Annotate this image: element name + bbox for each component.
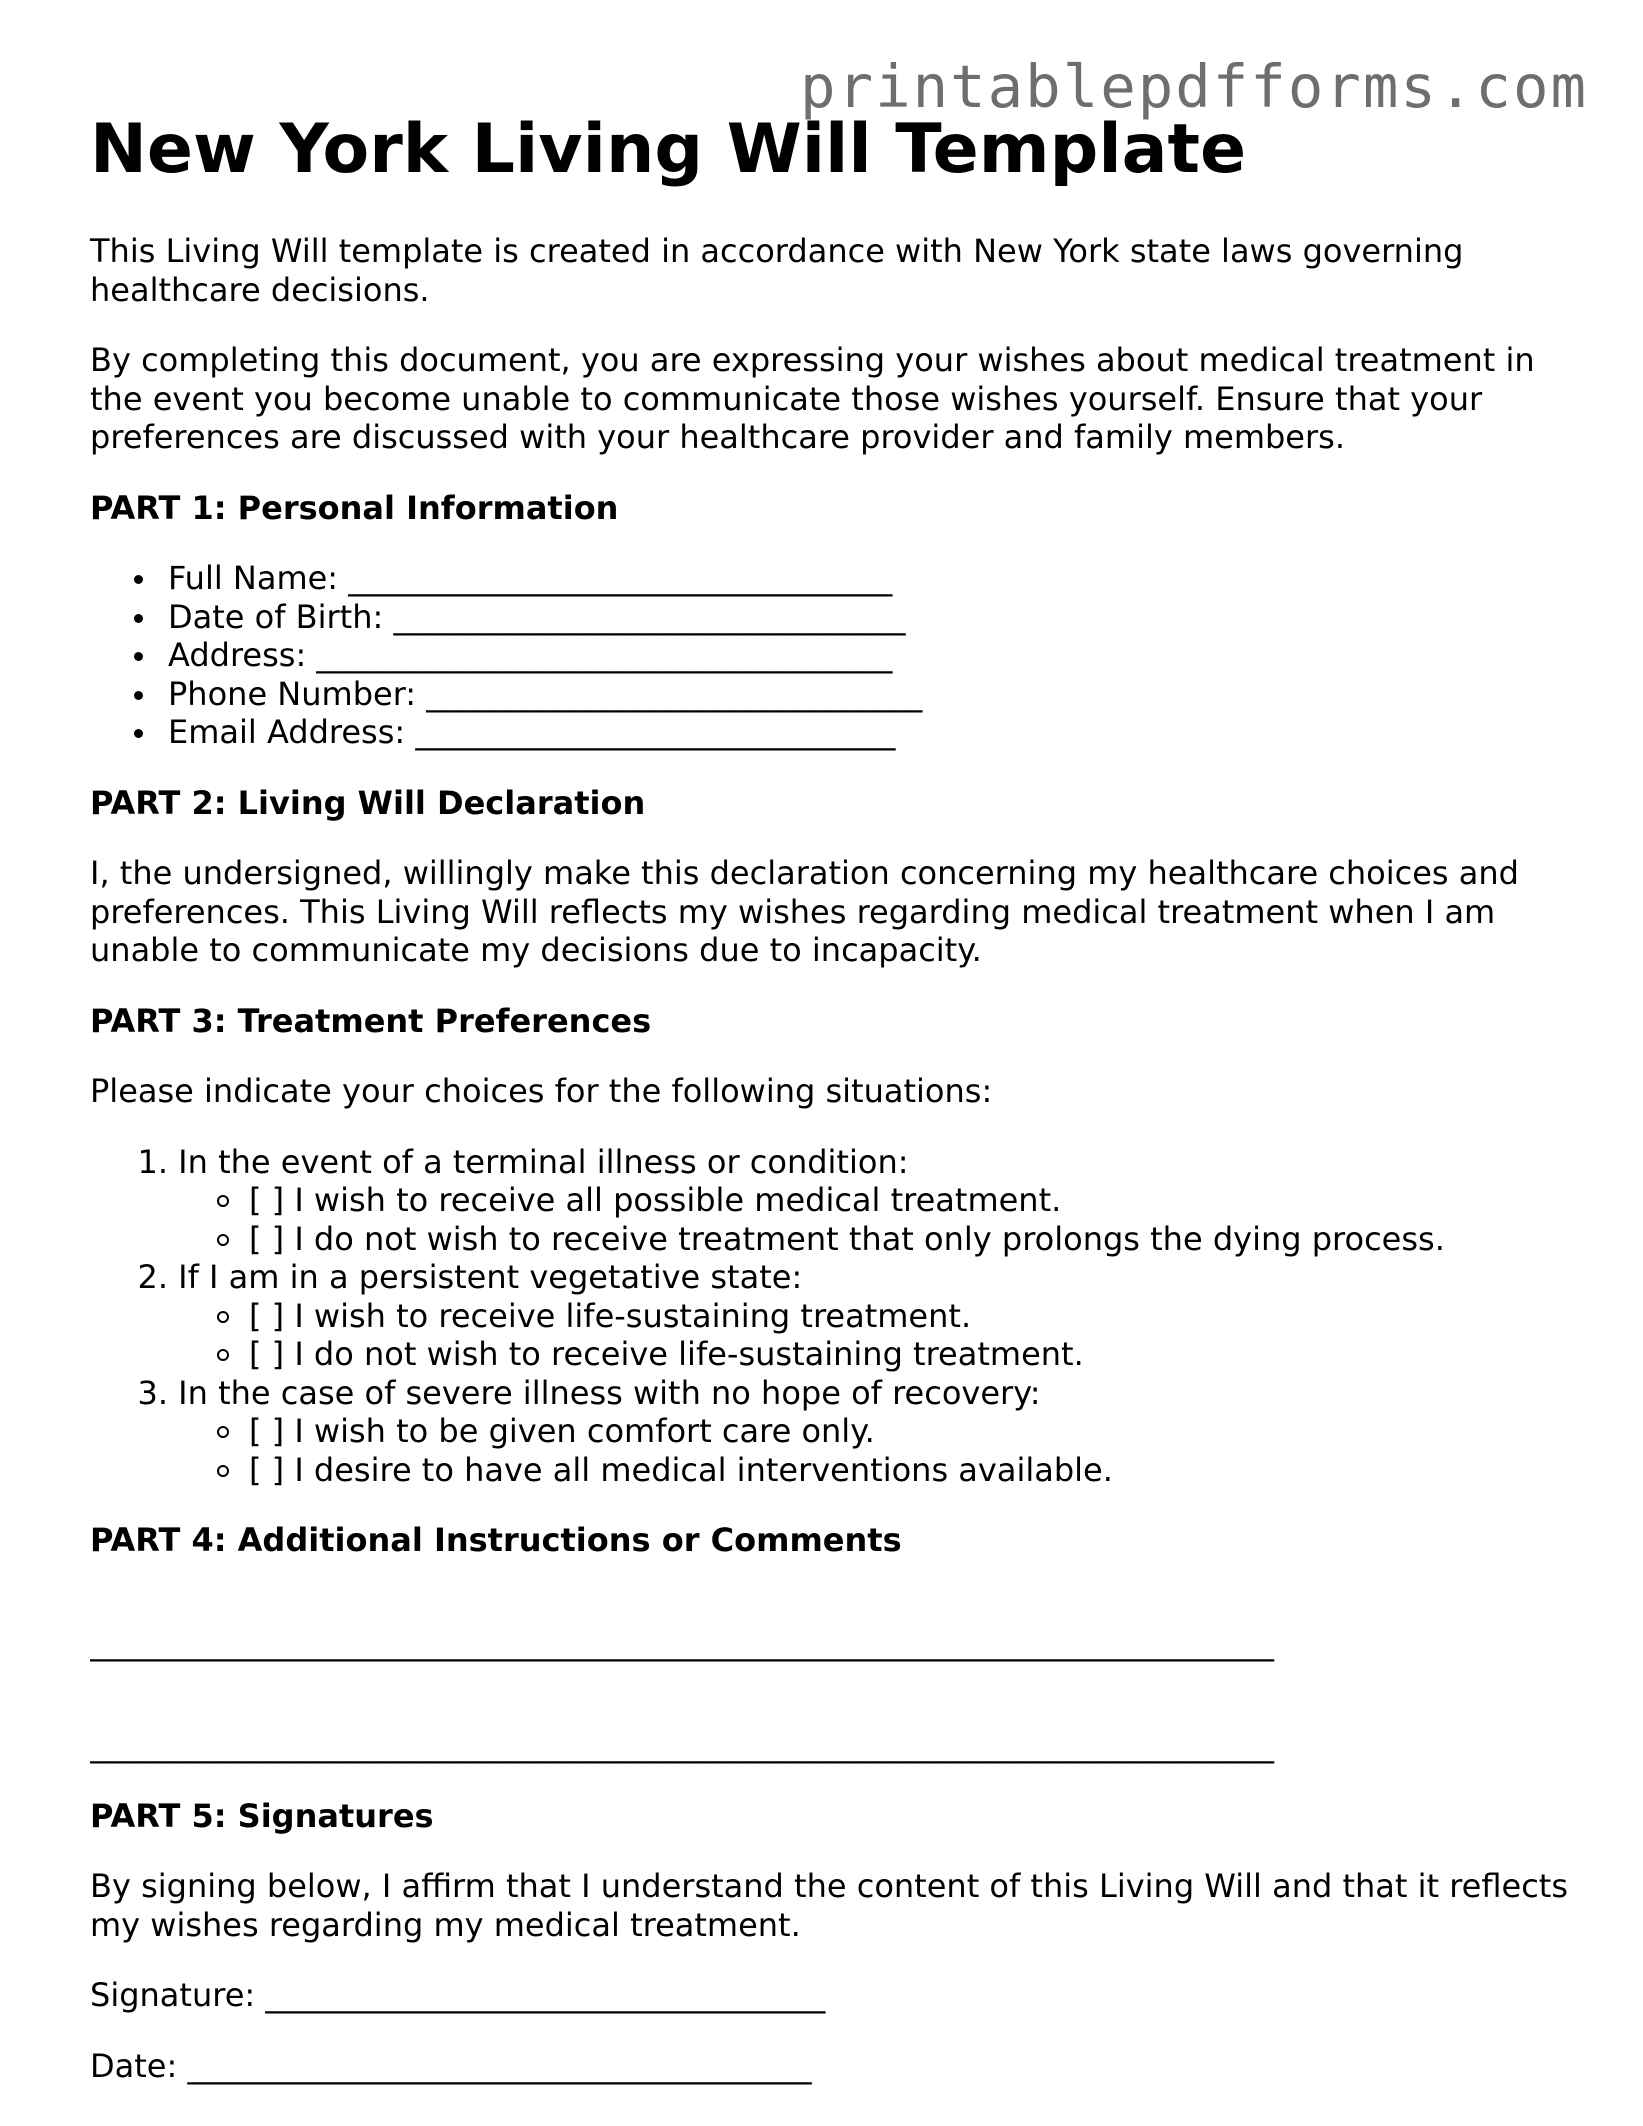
comment-line-1[interactable]: __________________________________________________________________________ [90, 1623, 1274, 1662]
signature-field[interactable]: Signature: ___________________________________ [90, 1976, 826, 2014]
full-name-field[interactable]: Full Name: __________________________________ [168, 559, 1570, 598]
part3-heading: PART 3: Treatment Preferences [90, 1001, 652, 1040]
situation-text: In the case of severe illness with no hope of recovery: [178, 1373, 1041, 1412]
part5-heading: PART 5: Signatures [90, 1796, 434, 1835]
part4-heading: PART 4: Additional Instructions or Comments [90, 1521, 902, 1559]
situation-number: 1. [137, 1142, 168, 1181]
option-checkbox[interactable]: [ ] I wish to receive all possible medical treatment. [249, 1181, 1570, 1220]
situation-text: If I am in a persistent vegetative state: [178, 1258, 803, 1296]
declaration-text: I, the undersigned, willingly make this declaration concerning my healthcare choices and preferences. This Living Will reflects my wishes regarding medical treatment when I am unable to communicate my decisions due to incapacity. [90, 854, 1519, 969]
part2-heading: PART 2: Living Will Declaration [90, 783, 646, 822]
blank-space [90, 1592, 1570, 1624]
treatment-instruction: Please indicate your choices for the following situations: [90, 1072, 993, 1110]
options-list [90, 1181, 1570, 1258]
option-checkbox[interactable]: [ ] I do not wish to receive treatment that only prolongs the dying process. [249, 1220, 1570, 1259]
situation-number: 3. [137, 1373, 168, 1412]
situation-number: 2. [137, 1258, 168, 1296]
situation-text: In the event of a terminal illness or condition: [178, 1142, 909, 1181]
options-list [90, 1412, 1570, 1489]
date-of-birth-field[interactable]: Date of Birth: ________________________________ [168, 598, 1570, 637]
address-field[interactable]: Address: ____________________________________ [168, 636, 1570, 675]
personal-info-list [90, 559, 1570, 752]
situation-item [90, 1374, 1570, 1490]
situation-item [90, 1258, 1570, 1374]
page-title: New York Living Will Template [90, 110, 1247, 189]
part1-heading: PART 1: Personal Information [90, 488, 619, 527]
options-list [90, 1297, 1570, 1374]
option-checkbox[interactable]: [ ] I wish to receive life-sustaining treatment. [249, 1297, 1570, 1336]
intro-paragraph-1: This Living Will template is created in accordance with New York state laws governing healthcare decisions. [90, 232, 1464, 309]
watermark: printablepdfforms.com [800, 52, 1588, 121]
option-checkbox[interactable]: [ ] I do not wish to receive life-sustaining treatment. [249, 1335, 1570, 1374]
blank-space [90, 1694, 1570, 1726]
option-checkbox[interactable]: [ ] I wish to be given comfort care only. [249, 1412, 1570, 1451]
comment-line-2[interactable]: __________________________________________________________________________ [90, 1726, 1274, 1764]
situations-list [90, 1143, 1570, 1490]
intro-paragraph-2: By completing this document, you are expressing your wishes about medical treatment in the event you become unable to communicate those wishes yourself. Ensure that your preferences are discussed with your healthcare provider and family members. [90, 341, 1535, 456]
date-field[interactable]: Date: _______________________________________ [90, 2046, 812, 2085]
situation-item [90, 1143, 1570, 1259]
phone-number-field[interactable]: Phone Number: _______________________________ [168, 675, 1570, 714]
signature-affirmation: By signing below, I affirm that I understand the content of this Living Will and that it reflects my wishes regarding my medical treatment. [90, 1867, 1569, 1944]
email-address-field[interactable]: Email Address: ______________________________ [168, 713, 1570, 752]
option-checkbox[interactable]: [ ] I desire to have all medical interventions available. [249, 1451, 1570, 1490]
document-body [90, 110, 1570, 2117]
